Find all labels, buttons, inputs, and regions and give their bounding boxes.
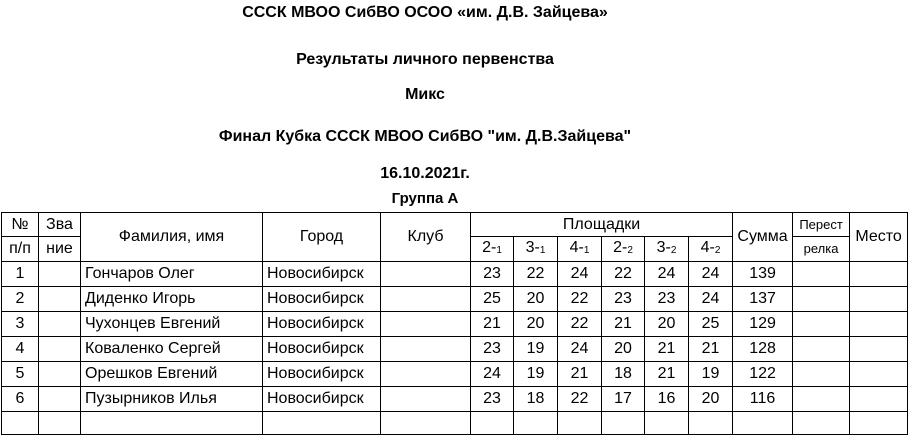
cell-city: Новосибирск — [263, 387, 381, 412]
empty-cell — [689, 412, 733, 435]
cell-city: Новосибирск — [263, 337, 381, 362]
station-sub: 1 — [583, 244, 590, 256]
cell-name: Гончаров Олег — [81, 262, 263, 287]
table-row — [2, 387, 908, 412]
document-title: СССК МВОО СибВО ОСОО «им. Д.В. Зайцева» — [242, 4, 608, 21]
cell-score: 17 — [602, 387, 645, 412]
results-table — [1, 212, 908, 435]
header-place: Место — [850, 213, 908, 262]
cell-score: 20 — [514, 312, 558, 337]
header-rank-top: Зва — [39, 213, 81, 237]
cell-shootoff — [793, 362, 850, 387]
cell-rank — [39, 387, 81, 412]
cell-num: 4 — [2, 337, 39, 362]
header-num-top: № — [2, 213, 39, 237]
cell-club — [381, 287, 471, 312]
header-station — [514, 237, 558, 262]
cell-num: 1 — [2, 262, 39, 287]
cell-place — [850, 337, 908, 362]
cell-score: 23 — [471, 387, 514, 412]
cell-score: 19 — [514, 337, 558, 362]
header-shootoff-top: Перест — [793, 213, 850, 237]
cell-shootoff — [793, 387, 850, 412]
cell-name: Орешков Евгений — [81, 362, 263, 387]
station-label: 2- — [613, 238, 628, 256]
cell-place — [850, 362, 908, 387]
cell-shootoff — [793, 312, 850, 337]
header-sum: Сумма — [733, 213, 793, 262]
cell-score: 24 — [689, 262, 733, 287]
cell-score: 22 — [558, 387, 602, 412]
cell-score: 21 — [689, 337, 733, 362]
cell-score: 24 — [645, 262, 689, 287]
cell-rank — [39, 337, 81, 362]
cell-score: 20 — [645, 312, 689, 337]
cell-num: 2 — [2, 287, 39, 312]
cell-city: Новосибирск — [263, 287, 381, 312]
empty-cell — [514, 412, 558, 435]
cell-club — [381, 262, 471, 287]
cell-sum: 116 — [733, 387, 793, 412]
cell-score: 22 — [514, 262, 558, 287]
cell-score: 21 — [645, 362, 689, 387]
header-station — [558, 237, 602, 262]
table-row — [2, 337, 908, 362]
header-station — [689, 237, 733, 262]
empty-row — [2, 412, 908, 435]
cell-score: 23 — [471, 337, 514, 362]
header-station — [645, 237, 689, 262]
station-label: 3- — [656, 238, 671, 256]
cell-score: 24 — [689, 287, 733, 312]
table-row — [2, 262, 908, 287]
cell-name: Пузырников Илья — [81, 387, 263, 412]
cell-score: 24 — [471, 362, 514, 387]
header-city: Город — [263, 213, 381, 262]
cell-score: 21 — [471, 312, 514, 337]
cell-name: Диденко Игорь — [81, 287, 263, 312]
empty-cell — [263, 412, 381, 435]
station-sub: 1 — [496, 244, 502, 256]
cell-rank — [39, 362, 81, 387]
station-sub: 1 — [539, 244, 546, 256]
group-label: Группа А — [391, 190, 459, 207]
empty-cell — [81, 412, 263, 435]
category-label: Микс — [405, 86, 445, 103]
cell-score: 25 — [471, 287, 514, 312]
cell-sum: 128 — [733, 337, 793, 362]
table-row — [2, 362, 908, 387]
cell-shootoff — [793, 262, 850, 287]
cell-sum: 139 — [733, 262, 793, 287]
header-station — [602, 237, 645, 262]
cell-place — [850, 287, 908, 312]
station-sub: 2 — [627, 244, 633, 256]
empty-cell — [645, 412, 689, 435]
cell-score: 18 — [602, 362, 645, 387]
cell-score: 23 — [602, 287, 645, 312]
cell-score: 20 — [602, 337, 645, 362]
station-label: 3- — [525, 238, 540, 256]
empty-cell — [2, 412, 39, 435]
cell-city: Новосибирск — [263, 312, 381, 337]
header-rank-bottom: ние — [39, 237, 81, 262]
cell-score: 19 — [689, 362, 733, 387]
station-label: 4- — [700, 238, 715, 256]
cell-city: Новосибирск — [263, 362, 381, 387]
cell-name: Чухонцев Евгений — [81, 312, 263, 337]
cell-rank — [39, 287, 81, 312]
cell-score: 20 — [514, 287, 558, 312]
empty-cell — [850, 412, 908, 435]
cell-sum: 122 — [733, 362, 793, 387]
cell-rank — [39, 262, 81, 287]
cell-shootoff — [793, 287, 850, 312]
cell-score: 20 — [689, 387, 733, 412]
cell-shootoff — [793, 337, 850, 362]
cell-score: 18 — [514, 387, 558, 412]
header-stations: Площадки — [471, 213, 733, 237]
cell-place — [850, 387, 908, 412]
empty-cell — [733, 412, 793, 435]
cell-place — [850, 262, 908, 287]
cell-score: 23 — [471, 262, 514, 287]
station-sub: 2 — [714, 244, 721, 256]
cell-score: 25 — [689, 312, 733, 337]
cell-score: 16 — [645, 387, 689, 412]
cell-score: 24 — [558, 262, 602, 287]
cell-place — [850, 312, 908, 337]
cell-score: 21 — [558, 362, 602, 387]
cell-name: Коваленко Сергей — [81, 337, 263, 362]
cell-score: 23 — [645, 287, 689, 312]
header-name: Фамилия, имя — [81, 213, 263, 262]
cell-club — [381, 337, 471, 362]
event-title: Финал Кубка СССК МВОО СибВО "им. Д.В.Зайцева" — [218, 128, 632, 145]
cell-score: 22 — [558, 287, 602, 312]
empty-cell — [558, 412, 602, 435]
empty-cell — [602, 412, 645, 435]
cell-sum: 137 — [733, 287, 793, 312]
cell-num: 6 — [2, 387, 39, 412]
header-club: Клуб — [381, 213, 471, 262]
cell-score: 22 — [558, 312, 602, 337]
cell-num: 5 — [2, 362, 39, 387]
cell-score: 21 — [645, 337, 689, 362]
table-row — [2, 312, 908, 337]
station-label: 2- — [482, 238, 497, 256]
event-date: 16.10.2021г. — [380, 165, 470, 182]
empty-cell — [471, 412, 514, 435]
header-num-bottom: п/п — [2, 237, 39, 262]
cell-club — [381, 312, 471, 337]
cell-score: 22 — [602, 262, 645, 287]
cell-city: Новосибирск — [263, 262, 381, 287]
empty-cell — [381, 412, 471, 435]
station-sub: 2 — [670, 244, 677, 256]
cell-sum: 129 — [733, 312, 793, 337]
cell-club — [381, 387, 471, 412]
table-row — [2, 287, 908, 312]
cell-club — [381, 362, 471, 387]
cell-score: 19 — [514, 362, 558, 387]
cell-score: 21 — [602, 312, 645, 337]
header-shootoff-bottom: релка — [793, 237, 850, 262]
empty-cell — [793, 412, 850, 435]
header-station — [471, 237, 514, 262]
header-row — [2, 213, 908, 237]
cell-num: 3 — [2, 312, 39, 337]
cell-score: 24 — [558, 337, 602, 362]
results-heading: Результаты личного первенства — [296, 51, 554, 68]
empty-cell — [39, 412, 81, 435]
cell-rank — [39, 312, 81, 337]
station-label: 4- — [569, 238, 584, 256]
